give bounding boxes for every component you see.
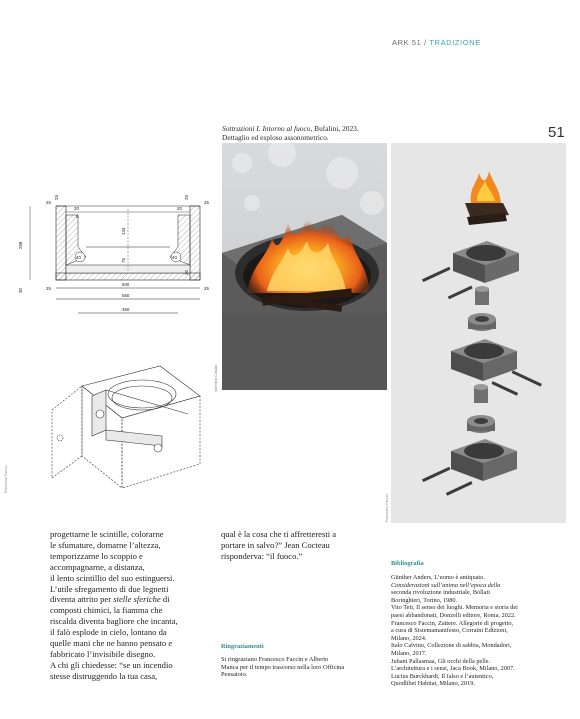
text-line: Pensatoio. <box>221 671 248 679</box>
fire-pit-photo <box>222 143 387 390</box>
bibliography-line: Milano, 2024. <box>391 634 427 642</box>
bibliography-line: Boringhieri, Torino, 1980. <box>391 596 458 604</box>
text-line: risponderva: “il fuoco.” <box>221 550 303 561</box>
bibliography-line: Günther Anders, L’uomo è antiquato. <box>391 574 485 581</box>
text-line: L’utile sfregamento di due legnetti <box>50 583 169 594</box>
text-line: Manca per il tempo trascorso nella loro Officina <box>221 663 345 671</box>
text-line: portare in salvo?” Jean Cocteau <box>221 539 330 550</box>
text-span: di <box>160 594 170 605</box>
magazine-name: ARK 51 <box>392 38 422 47</box>
dim-75: 75 <box>121 258 126 263</box>
bibliography-list <box>391 574 561 688</box>
text-line: Si ringraziano Francesco Faccin e Alberto <box>221 656 329 663</box>
acknowledgements-title: Ringraziamenti <box>221 643 264 650</box>
bibliography-line: Juhani Pallasmaa, Gli occhi della pelle. <box>391 657 491 665</box>
text-line: fabbricato l’invisibile disegno. <box>50 648 156 659</box>
dim-25-vert-right: 25 <box>184 195 189 200</box>
caption-author-year: , Bufalini, 2023. <box>310 124 359 133</box>
text-line: il lento scintillio del suo estinguersi. <box>50 572 175 583</box>
dim-25-vert-left: 25 <box>54 195 59 200</box>
bibliography-line: paesi abbandonati, Donzelli editore, Roma, 2022. <box>391 611 516 619</box>
dim-500: 500 <box>122 282 130 287</box>
body-text-column-2 <box>221 529 381 562</box>
header-separator: / <box>421 38 430 47</box>
photo-credit: Valentina Cataldo <box>214 364 218 392</box>
acknowledgements-body <box>221 656 371 679</box>
dim-350: 350 <box>122 307 130 312</box>
caption-description: Dettaglio ed esploso assonometrico. <box>222 133 329 142</box>
dim-25-bottom-left: 25 <box>46 286 51 291</box>
dim-40-left: 40 <box>76 255 81 260</box>
section-drawing <box>12 185 224 325</box>
text-line: il falò esplode in cielo, lontano da <box>50 627 167 638</box>
bibliography-line: Considerazioni sull’anima nell’epoca della <box>391 581 501 589</box>
page-number: 51 <box>548 124 565 141</box>
body-text-column-1 <box>50 529 210 682</box>
text-line: progettarne le scintille, colorarne <box>50 529 164 539</box>
text-line: temporizzarne lo scoppio e <box>50 550 143 561</box>
dim-20-bottom: 20 <box>184 270 189 275</box>
dim-25-bottom-right: 25 <box>204 286 209 291</box>
text-line: quelle mani che ne hanno pensato e <box>50 638 173 649</box>
bibliography-line: Lucius Burckhardt, Il falso e l’autentico, <box>391 672 494 680</box>
text-line: qual è la cosa che ti affretteresti a <box>221 529 337 539</box>
page-header <box>392 38 481 47</box>
text-line: stesse distruggendo la tua casa, <box>50 670 158 681</box>
bibliography-line: Italo Calvino, Collezione di sabbia, Mondadori, <box>391 642 512 650</box>
text-span: diventa attrito per <box>50 594 114 605</box>
render-credit: Francesco Faccin <box>385 494 389 522</box>
dim-133: 133 <box>121 227 126 235</box>
dim-5: 5 <box>76 214 79 219</box>
bibliography-line: a cura di Sistemamanifesto, Corraini Edizioni, <box>391 627 508 635</box>
bibliography-line: Francesco Faccin, Zattere. Allegorie di progetto, <box>391 619 514 627</box>
axonometric-drawing <box>12 358 212 498</box>
text-italic: stelle sferiche <box>113 594 161 605</box>
photo-caption <box>222 124 387 142</box>
bibliography-line: Quodlibet Habitat, Milano, 2019. <box>391 680 475 688</box>
drawing-credit: Francesco Faccin <box>4 465 8 493</box>
text-line: A chi gli chiedesse: “se un incendio <box>50 659 173 670</box>
dim-258: 258 <box>18 241 23 249</box>
bibliography-title: Bibliografia <box>391 560 424 567</box>
section-name: TRADIZIONE <box>429 38 481 47</box>
bibliography-line: L’architettura e i sensi, Jaca Book, Milano, 2007. <box>391 665 515 673</box>
text-line: riscalda diventa bagliore che incanta, <box>50 616 178 627</box>
bibliography-line: seconda rivoluzione industriale, Bollati <box>391 589 490 597</box>
exploded-axonometric-render <box>391 143 566 523</box>
bibliography-line: Vito Teti, Il senso dei luoghi. Memoria e storia dei <box>391 604 518 612</box>
dim-25-top-right: 25 <box>204 200 209 205</box>
text-line: accompagnarne, a distanza, <box>50 561 145 572</box>
bibliography-line: Milano, 2017. <box>391 649 427 657</box>
text-line: le sfumature, domarne l’altezza, <box>50 539 161 550</box>
text-line <box>50 594 210 605</box>
dim-40-right: 40 <box>172 255 177 260</box>
caption-title: Sottrazioni I. Intorno al fuoco <box>222 124 311 133</box>
dim-20-left: 20 <box>74 206 79 211</box>
dim-25-top-left: 25 <box>46 200 51 205</box>
dim-20-right: 20 <box>177 206 182 211</box>
dim-30: 30 <box>18 288 23 293</box>
dim-550: 550 <box>122 293 130 298</box>
text-line: composti chimici, la fiamma che <box>50 605 163 616</box>
